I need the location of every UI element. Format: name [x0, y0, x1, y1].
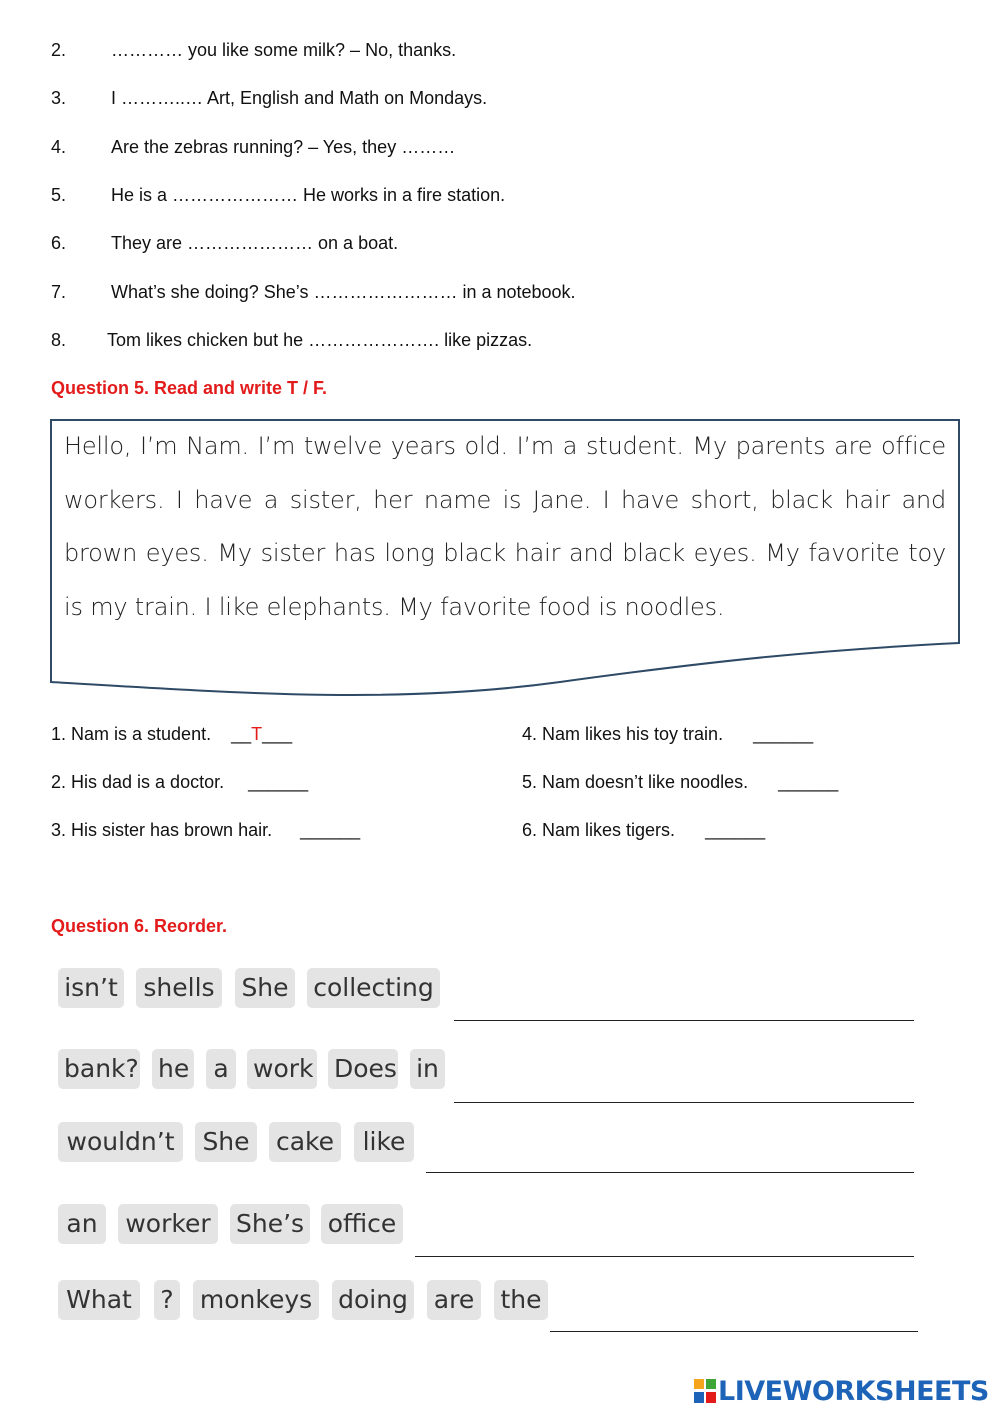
item-number: 2.	[51, 40, 67, 60]
item-number: 4.	[51, 137, 67, 157]
fill-in-sentence: Tom likes chicken but he …………………. like pizzas.	[107, 330, 533, 350]
item-number: 3.	[51, 88, 67, 108]
tf-answer-field[interactable]: __T___	[231, 724, 293, 744]
answer-line[interactable]	[550, 1331, 918, 1332]
fill-in-sentence: Are the zebras running? – Yes, they ………	[111, 137, 456, 157]
word-tile[interactable]: he	[152, 1049, 194, 1089]
tf-statement: 1. Nam is a student.	[51, 724, 212, 744]
word-tile[interactable]: wouldn’t	[58, 1122, 183, 1162]
word-tile[interactable]: cake	[269, 1122, 341, 1162]
fill-in-sentence: They are ………………… on a boat.	[111, 233, 399, 253]
tf-statement: 4. Nam likes his toy train.	[522, 724, 724, 744]
tf-item-6	[522, 820, 765, 841]
tf-statement: 6. Nam likes tigers.	[522, 820, 676, 840]
liveworksheets-logo	[694, 1375, 989, 1407]
tf-answer-field[interactable]: ______	[753, 724, 814, 744]
word-tile[interactable]: Does	[328, 1049, 398, 1089]
word-tile[interactable]: doing	[332, 1280, 414, 1320]
tf-answer-field[interactable]: ______	[705, 820, 766, 840]
word-tile[interactable]: collecting	[307, 968, 440, 1008]
item-number: 5.	[51, 185, 67, 205]
tf-item-1	[51, 724, 292, 745]
word-tile[interactable]: the	[494, 1280, 548, 1320]
answer-line[interactable]	[415, 1256, 914, 1257]
tf-answer: T	[251, 724, 263, 744]
tf-statement: 2. His dad is a doctor.	[51, 772, 225, 792]
answer-line[interactable]	[454, 1020, 914, 1021]
word-tile[interactable]: ?	[154, 1280, 180, 1320]
word-tile[interactable]: bank?	[58, 1049, 140, 1089]
word-tile[interactable]: worker	[118, 1204, 218, 1244]
item-number: 7.	[51, 282, 67, 302]
item-number: 6.	[51, 233, 67, 253]
word-tile[interactable]: office	[321, 1204, 403, 1244]
word-tile[interactable]: What	[58, 1280, 140, 1320]
word-tile[interactable]: in	[410, 1049, 445, 1089]
question-5-heading: Question 5. Read and write T / F.	[51, 378, 328, 398]
word-tile[interactable]: like	[354, 1122, 414, 1162]
tf-answer-field[interactable]: ______	[778, 772, 839, 792]
word-tile[interactable]: an	[58, 1204, 106, 1244]
word-tile[interactable]: a	[206, 1049, 236, 1089]
answer-line[interactable]	[426, 1172, 914, 1173]
word-tile[interactable]: monkeys	[193, 1280, 319, 1320]
question-6-heading: Question 6. Reorder.	[51, 916, 228, 936]
tf-answer-field[interactable]: ______	[300, 820, 361, 840]
item-number: 8.	[51, 330, 67, 350]
tf-statement: 3. His sister has brown hair.	[51, 820, 273, 840]
tf-statement: 5. Nam doesn’t like noodles.	[522, 772, 749, 792]
answer-line[interactable]	[454, 1102, 914, 1103]
fill-in-sentence: ………… you like some milk? – No, thanks.	[111, 40, 457, 60]
word-tile[interactable]: are	[427, 1280, 481, 1320]
word-tile[interactable]: She	[195, 1122, 257, 1162]
word-tile[interactable]: She	[235, 968, 295, 1008]
fill-in-sentence: I ………..… Art, English and Math on Mondays.	[111, 88, 488, 108]
word-tile[interactable]: shells	[136, 968, 222, 1008]
fill-in-sentence: He is a ………………… He works in a fire station.	[111, 185, 506, 205]
tf-item-5	[522, 772, 838, 793]
logo-text: LIVEWORKSHEETS	[718, 1375, 989, 1407]
word-tile[interactable]: She’s	[230, 1204, 310, 1244]
word-tile[interactable]: work	[247, 1049, 317, 1089]
reading-passage: Hello, I’m Nam. I’m twelve years old. I’m a student. My parents are office workers. I have a sister, her name is Jane. I have short, black hair and brown eyes. My sister has long black hair and black eyes. My favorite toy is my train. I like elephants. My favorite food is noodles.	[64, 432, 946, 621]
tf-item-3	[51, 820, 360, 841]
fill-in-sentence: What’s she doing? She’s …………………… in a notebook.	[111, 282, 576, 302]
tf-item-2	[51, 772, 308, 793]
tf-item-4	[522, 724, 813, 745]
tf-answer-field[interactable]: ______	[248, 772, 309, 792]
word-tile[interactable]: isn’t	[58, 968, 124, 1008]
logo-icon	[694, 1379, 716, 1403]
